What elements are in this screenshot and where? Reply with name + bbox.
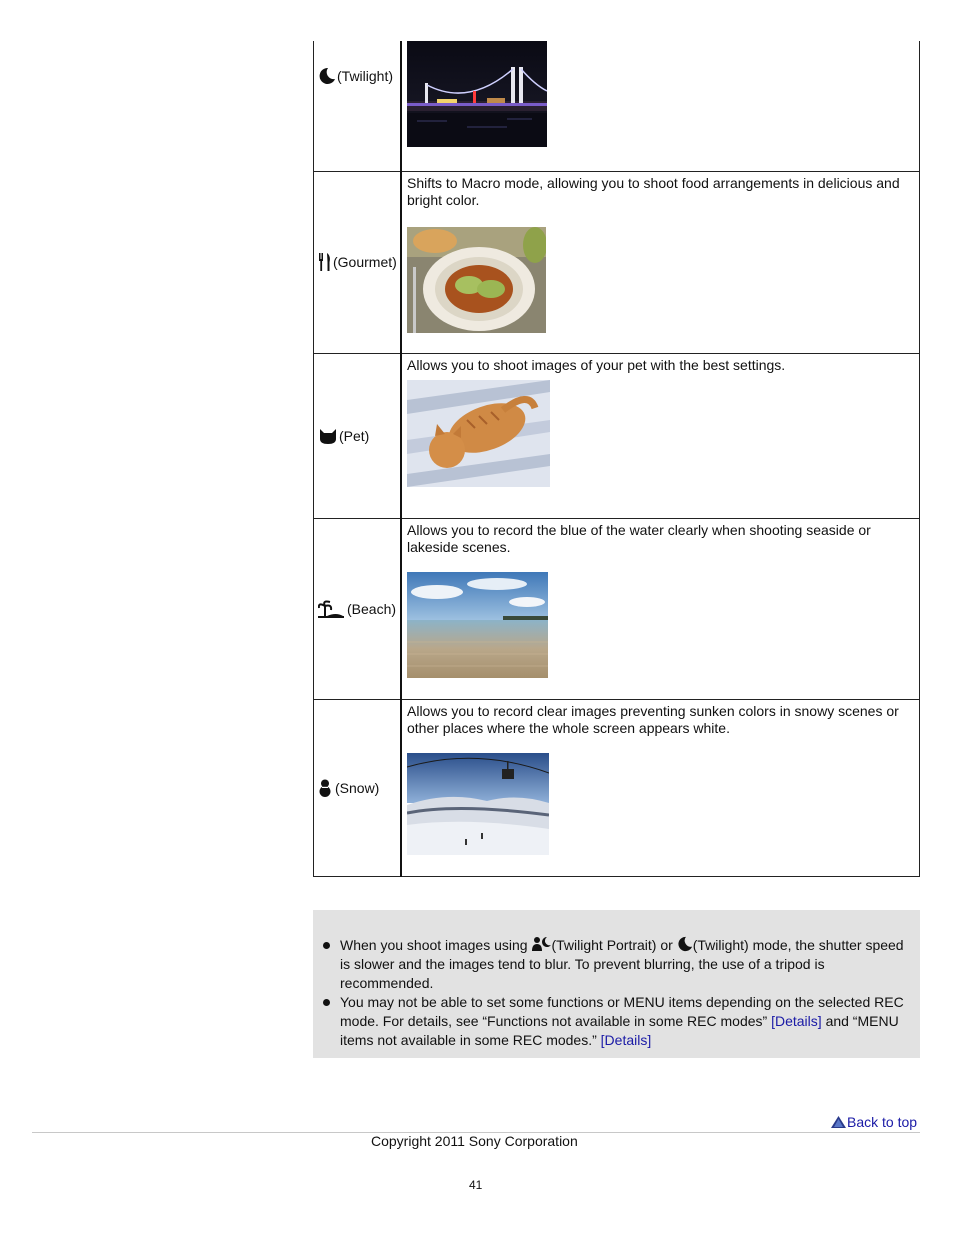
bullet: [323, 999, 330, 1006]
mode-description: Allows you to shoot images of your pet with the best settings.: [407, 356, 786, 373]
mode-cell: [314, 699, 402, 876]
back-to-top-label[interactable]: Back to top: [847, 1114, 918, 1130]
mode-label: (Twilight): [337, 68, 394, 84]
twilight-portrait-icon: [531, 936, 551, 952]
note-text: and “MENU items not available in some REC modes.”: [340, 1013, 899, 1048]
mode-cell: [314, 518, 402, 699]
notes-box: [313, 910, 920, 1058]
snow-gondola-photo: [407, 753, 549, 855]
snowman-icon: [318, 779, 332, 797]
note-text: (Twilight Portrait) or: [551, 937, 673, 953]
mode-label: (Pet): [339, 427, 370, 444]
moon-icon: [677, 936, 693, 952]
note-text: (Twilight) mode, the shutter speed is slower and the images tend to blur. To prevent blurring, the use of a tripod is recommended.: [340, 937, 904, 991]
description-cell: [401, 41, 920, 171]
note-text: When you shoot images using: [340, 937, 528, 953]
table-row: [314, 171, 920, 353]
mode-cell: [314, 41, 402, 171]
mode-label: (Snow): [335, 779, 380, 796]
note-item: [323, 936, 913, 993]
table-row: [314, 41, 920, 171]
beach-water-photo: [407, 572, 548, 678]
scene-mode-table: [313, 41, 920, 877]
mode-cell: [314, 171, 402, 353]
table-row: [314, 518, 920, 699]
palm-tree-icon: [318, 600, 344, 618]
mode-label: (Gourmet): [333, 254, 397, 270]
mode-description: Allows you to record the blue of the water clearly when shooting seaside or lakeside scenes.: [407, 521, 871, 555]
description-cell: [401, 171, 920, 353]
page-number: 41: [469, 1178, 483, 1192]
copyright-text: Copyright 2011 Sony Corporation: [371, 1133, 578, 1149]
back-to-top-link[interactable]: [831, 1114, 917, 1130]
mode-label: (Beach): [347, 600, 397, 617]
gourmet-dish-photo: [407, 227, 546, 333]
details-link[interactable]: [Details]: [600, 1032, 652, 1048]
note-text: You may not be able to set some functions or MENU items depending on the selected REC mode. For details, see “Functions not available in some REC modes”: [340, 994, 904, 1029]
bullet: [323, 942, 330, 949]
details-link[interactable]: [Details]: [771, 1013, 822, 1029]
description-cell: [401, 353, 920, 518]
mode-description: Allows you to record clear images preventing sunken colors in snowy scenes or other places where the whole screen appears white.: [407, 702, 899, 736]
table-row: [314, 699, 920, 876]
notes-list: [323, 936, 913, 1050]
mode-cell: [314, 353, 402, 518]
fork-knife-icon: [318, 253, 332, 271]
mode-description: Shifts to Macro mode, allowing you to shoot food arrangements in delicious and bright color.: [407, 174, 900, 208]
twilight-bridge-photo: [407, 41, 547, 147]
description-cell: [401, 518, 920, 699]
table-row: [314, 353, 920, 518]
up-triangle-icon: [831, 1116, 846, 1128]
note-item: [323, 993, 913, 1050]
pet-kitten-photo: [407, 380, 550, 487]
description-cell: [401, 699, 920, 876]
cat-icon: [318, 427, 338, 445]
moon-icon: [318, 67, 336, 85]
